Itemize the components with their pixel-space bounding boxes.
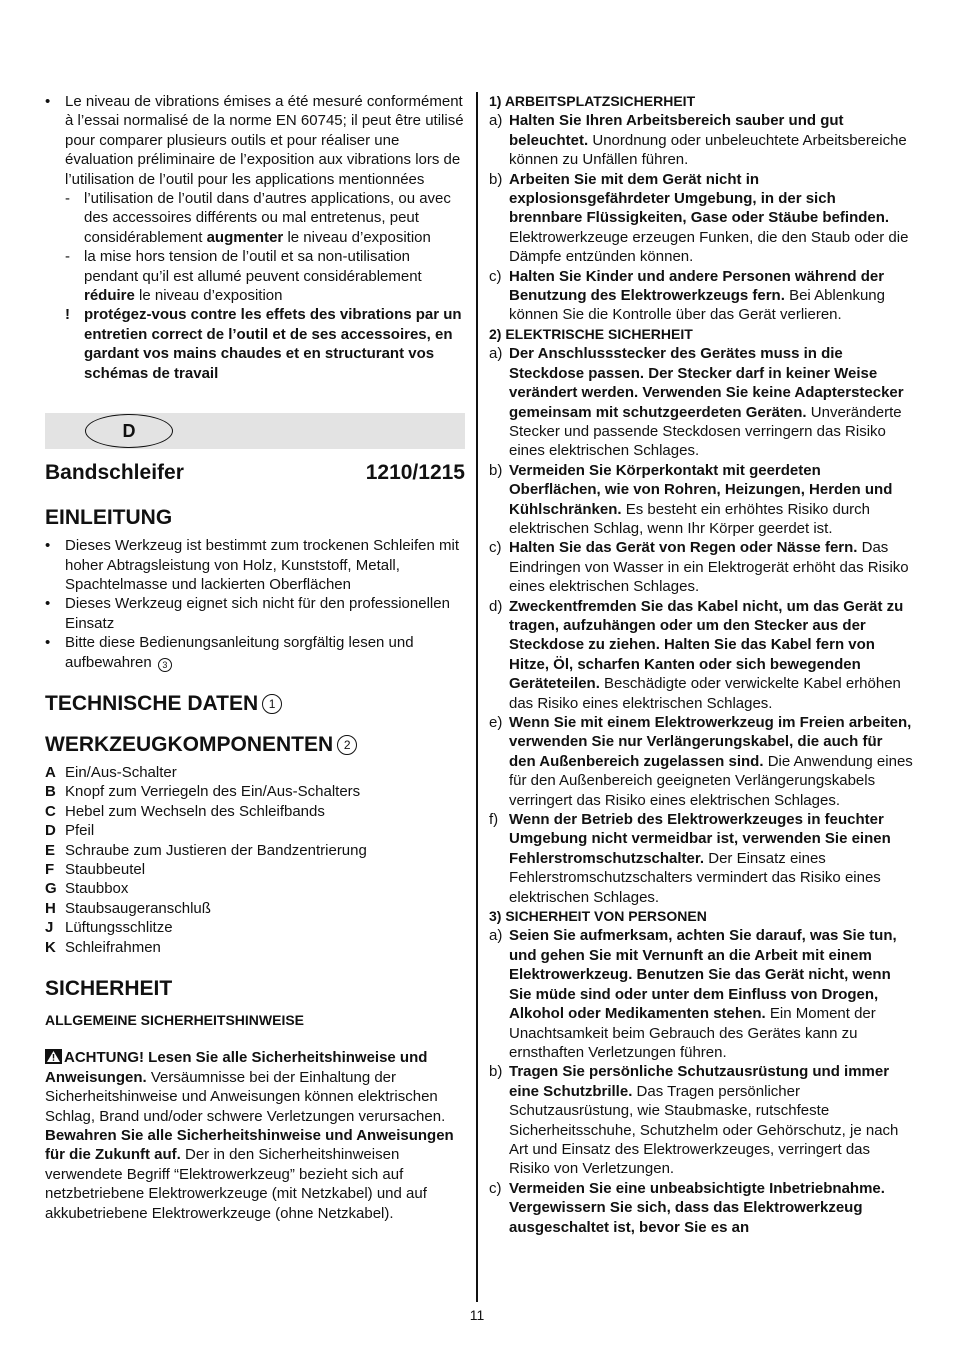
components-heading: WERKZEUGKOMPONENTEN 2 [45,732,465,758]
component-item: G Staubbox [45,880,129,898]
warning-triangle-icon [45,1049,62,1064]
safety-item: b) Vermeiden Sie Körperkontakt mit geerdeten Oberflächen, wie von Rohren, Heizungen, Herden und Kühlschränken. Es besteht ein erhöhtes Risiko durch elektrischen Schlag, wenn Ihr Körper geerdet ist. [489,461,893,537]
component-item: A Ein/Aus-Schalter [45,763,177,781]
intro-item: • Dieses Werkzeug ist bestimmt zum trockenen Schleifen mit hoher Abtragsleistung von Holz, Kunststoff, Metall, Spachtelmasse und lackierten Oberflächen [45,537,460,593]
component-item: D Pfeil [45,822,95,840]
french-sub-1: - l’utilisation de l’outil dans d’autres applications, ou avec des accessoires différents ou mal entretenus, peut considérablement augmenter le niveau d’exposition [65,190,451,246]
language-band [45,413,465,449]
component-item: B Knopf zum Verriegeln des Ein/Aus-Schalters [45,783,361,801]
intro-item: • Bitte diese Bedienungsanleitung sorgfältig lesen und aufbewahren 3 [45,634,414,671]
figure-ref-1: 1 [262,694,282,714]
section-heading: 3) SICHERHEIT VON PERSONEN [489,908,707,925]
general-warning: ACHTUNG! Lesen Sie alle Sicherheitshinweise und Anweisungen. Versäumnisse bei der Einhaltung der Sicherheitshinweise und Anweisungen können elektrischen Schlag, Brand und/oder schwere Verletzungen verursachen. Bewahren Sie alle Sicherheitshinweise und Anweisungen für die Zukunft auf. Der in den Sicherheitshinweisen verwendete Begriff “Elektrowerkzeug” bezieht sich auf netzbetriebene Elektrowerkzeuge (mit Netzkabel) und auf akkubetriebene Elektrowerkzeuge (ohne Netzkabel). [45,1049,454,1222]
component-item: C Hebel zum Wechseln des Schleifbands [45,802,325,820]
left-column [45,92,465,1223]
tech-heading: TECHNISCHE DATEN 1 [45,691,465,717]
french-bullet-text: Le niveau de vibrations émises a été mesuré conformément à l’essai normalisé de la norme EN 60745; il peut être utilisé pour comparer plusieurs outils et pour réaliser une évaluation préliminaire de l’exposition aux vibrations lors de l’utilisation de l’outil pour les applications mentionnées [65,93,464,188]
safety-item: a) Der Anschlussstecker des Gerätes muss in die Steckdose passen. Der Stecker darf in keiner Weise verändert werden. Verwenden Sie keine Adapterstecker gemeinsam mit schutzgeerdeten Geräten. Unveränderte Stecker und passende Steckdosen verringern das Risiko eines elektrischen Schlages. [489,345,904,460]
language-badge: D [85,414,173,448]
safety-item: e) Wenn Sie mit einem Elektrowerkzeug im Freien arbeiten, verwenden Sie nur Verlängerungskabel, die auch für den Außenbereich zugelassen sind. Die Anwendung eines für den Außenbereich geeigneten Verlängerungskabels verringert das Risiko eines elektrischen Schlages. [489,714,913,809]
safety-item: a) Seien Sie aufmerksam, achten Sie darauf, was Sie tun, und gehen Sie mit Vernunft an die Arbeit mit einem Elektrowerkzeug. Benutzen Sie das Gerät nicht, wenn Sie müde sind oder unter dem Einfluss von Drogen, Alkohol oder Medikamenten stehen. Ein Moment der Unachtsamkeit beim Gebrauch des Gerätes kann zu ernsthaften Verletzungen führen. [489,927,897,1061]
safety-heading: SICHERHEIT [45,977,173,1000]
french-sub-2: - la mise hors tension de l’outil et sa non-utilisation pendant qu’il est allumé peuvent considérablement réduire le niveau d’exposition [65,248,422,305]
product-title [45,460,465,486]
intro-heading: EINLEITUNG [45,506,173,530]
page-number: 11 [469,1307,485,1323]
component-item: H Staubsaugeranschluß [45,899,211,917]
product-model: 1210/1215 [365,461,465,485]
french-bullet: • Le niveau de vibrations émises a été mesuré conformément à l’essai normalisé de la norme EN 60745; il peut être utilisé pour comparer plusieurs outils et pour réaliser une évaluation préliminaire de l’exposition aux vibrations lors de l’utilisation de l’outil pour les applications mentionnées [45,93,464,188]
figure-ref-2: 2 [337,735,357,755]
safety-item: d) Zweckentfremden Sie das Kabel nicht, um das Gerät zu tragen, aufzuhängen oder um den Stecker aus der Steckdose zu ziehen. Halten Sie das Kabel fern von Hitze, Öl, scharfen Kanten oder sich bewegenden Geräteteilen. Beschädigte oder verwickelte Kabel erhöhen das Risiko eines elektrischen Schlages. [489,597,904,712]
component-item: F Staubbeutel [45,860,146,878]
section-heading: 1) ARBEITSPLATZSICHERHEIT [489,93,696,109]
safety-item: a) Halten Sie Ihren Arbeitsbereich sauber und gut beleuchtet. Unordnung oder unbeleuchtete Arbeitsbereiche können zu Unfällen führen. [489,112,907,169]
safety-item: c) Halten Sie Kinder und andere Personen während der Benutzung des Elektrowerkzeugs fern. Bei Ablenkung können Sie die Kontrolle über das Gerät verlieren. [489,267,885,324]
safety-item: f) Wenn der Betrieb des Elektrowerkzeuges in feuchter Umgebung nicht vermeidbar ist, verwenden Sie einen Fehlerstromschutzschalter. Der Einsatz eines Fehlerstromschutzschalters vermindert das Risiko eines elektrischen Schlages. [489,811,891,906]
safety-item: b) Arbeiten Sie mit dem Gerät nicht in explosionsgefährdeter Umgebung, in der sich brennbare Flüssigkeiten, Gase oder Stäube befinden. Elektrowerkzeuge erzeugen Funken, die den Staub oder die Dämpfe entzünden können. [489,170,909,266]
safety-item: b) Tragen Sie persönliche Schutzausrüstung und immer eine Schutzbrille. Das Tragen persönlicher Schutzausrüstung, wie Staubmaske, rutschfeste Sicherheitsschuhe, Schutzhelm oder Gehörschutz, je nach Art und Einsatz des Elektrowerkzeuges, verringert das Risiko von Verletzungen. [489,1063,899,1178]
right-column [489,92,913,1237]
section-heading: 2) ELEKTRISCHE SICHERHEIT [489,325,693,342]
component-item: K Schleifrahmen [45,938,161,956]
components-list [45,763,465,957]
figure-ref-3: 3 [158,658,172,672]
safety-item: c) Halten Sie das Gerät von Regen oder Nässe fern. Das Eindringen von Wasser in ein Elektrogerät erhöht das Risiko eines elektrischen Schlages. [489,539,909,596]
component-item: E Schraube zum Justieren der Bandzentrierung [45,841,367,859]
component-item: J Lüftungsschlitze [45,919,173,937]
product-name: Bandschleifer [45,461,184,485]
safety-subheading: ALLGEMEINE SICHERHEITSHINWEISE [45,1012,305,1028]
column-divider [476,92,478,1302]
french-warning: ! protégez-vous contre les effets des vibrations par un entretien correct de l’outil et de ses accessoires, en gardant vos mains chaudes et en structurant vos schémas de travail [65,306,462,382]
intro-item: • Dieses Werkzeug eignet sich nicht für den professionellen Einsatz [45,595,450,632]
safety-item: c) Vermeiden Sie eine unbeabsichtigte Inbetriebnahme. Vergewissern Sie sich, dass das Elektrowerkzeug ausgeschaltet ist, bevor Sie es an [489,1179,885,1236]
